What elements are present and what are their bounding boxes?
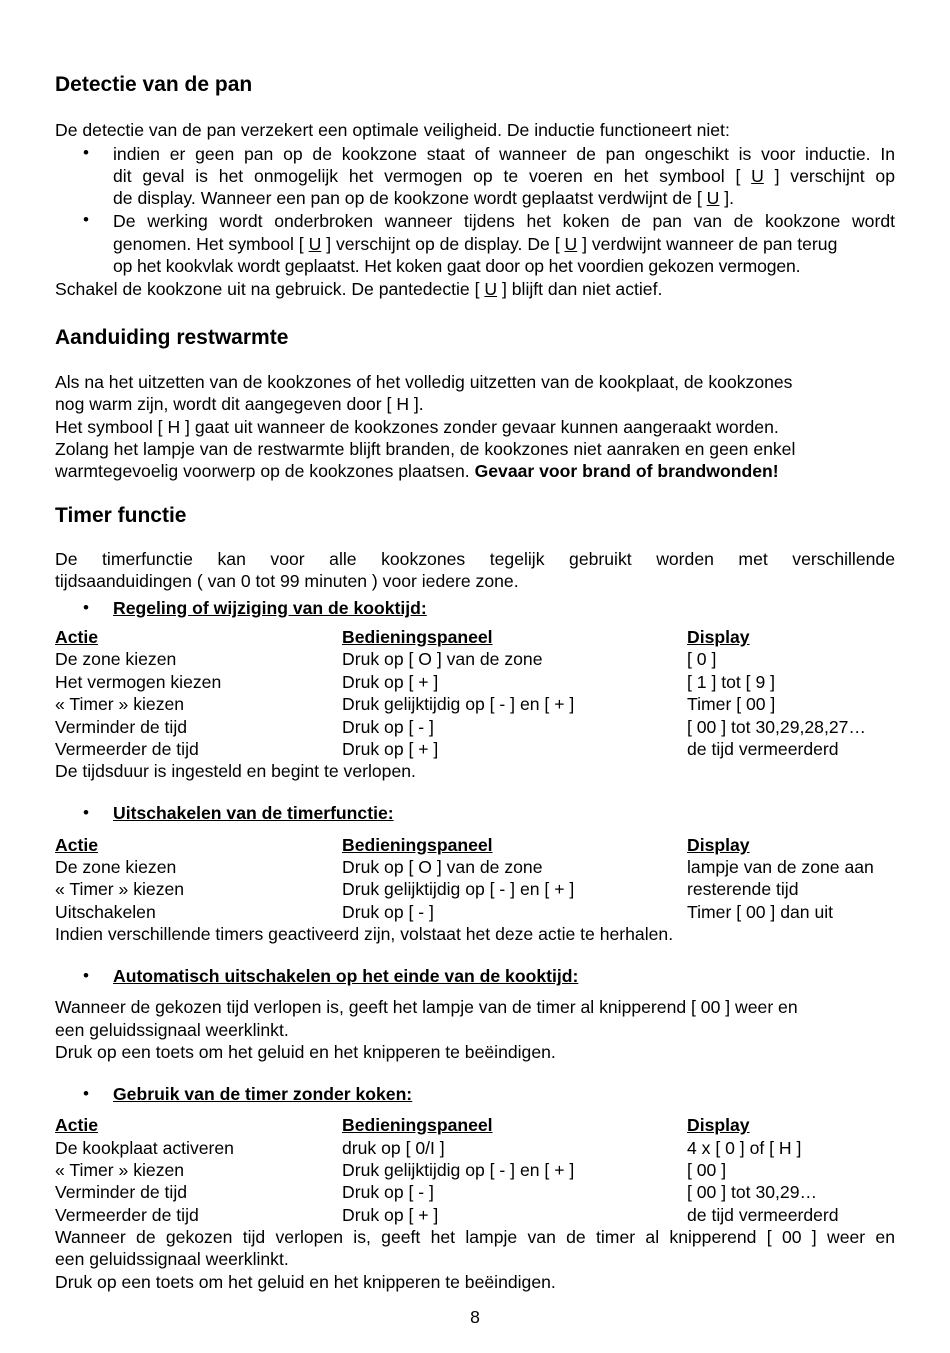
cell-action: De zone kiezen [55, 649, 177, 669]
pan-bullet2-line3: op het kookvlak wordt geplaatst. Het koken gaat door op het voordien gekozen vermogen. [113, 256, 801, 276]
cell-panel: Druk op [ O ] van de zone [342, 857, 543, 877]
cell-action: Verminder de tijd [55, 717, 188, 737]
symbol-u: U [751, 166, 764, 186]
cell-panel: Druk gelijktijdig op [ - ] en [ + ] [342, 694, 575, 714]
cell-display: [ 00 ] tot 30,29,28,27… [687, 717, 866, 737]
symbol-u: U [564, 234, 578, 254]
cell-display: Timer [ 00 ] dan uit [687, 902, 834, 922]
subsection-title-set-time: Regeling of wijziging van de kooktijd: [113, 598, 427, 618]
cell-action: Verminder de tijd [55, 1182, 188, 1202]
pan-bullet1-line1: indien er geen pan op de kookzone staat of wanneer de pan ongeschikt is voor inductie. In [113, 144, 895, 164]
cell-display: [ 00 ] [687, 1160, 727, 1180]
block3-line2: een geluidssignaal weerklinkt. [55, 1020, 289, 1040]
symbol-u: U [706, 188, 720, 208]
warning-text: Gevaar voor brand of brandwonden! [474, 461, 779, 481]
text-run: genomen. Het symbool [ [113, 234, 309, 254]
col-header-action: Actie [55, 1115, 99, 1135]
pan-bullet1-line2 [113, 165, 895, 187]
col-header-action: Actie [55, 835, 99, 855]
cell-action: « Timer » kiezen [55, 1160, 185, 1180]
cell-action: Vermeerder de tijd [55, 739, 199, 759]
cell-display: [ 0 ] [687, 649, 717, 669]
block2-note: Indien verschillende timers geactiveerd zijn, volstaat het deze actie te herhalen. [55, 924, 674, 944]
rest-line4: Zolang het lampje van de restwarmte blijft branden, de kookzones niet aanraken en geen enkel [55, 439, 796, 459]
cell-action: « Timer » kiezen [55, 694, 185, 714]
table-header [55, 834, 895, 856]
page-number: 8 [470, 1307, 480, 1327]
cell-panel: Druk op [ - ] [342, 1182, 434, 1202]
col-header-panel: Bedieningspaneel [342, 627, 493, 647]
rest-line2: nog warm zijn, wordt dit aangegeven door [ H ]. [55, 394, 424, 414]
cell-display: de tijd vermeerderd [687, 739, 839, 759]
pan-end-note [55, 278, 662, 300]
cell-display: Timer [ 00 ] [687, 694, 776, 714]
pan-bullet1-line3 [113, 187, 734, 209]
col-header-panel: Bedieningspaneel [342, 835, 493, 855]
block4-line3: Druk op een toets om het geluid en het knipperen te beëindigen. [55, 1272, 556, 1292]
table-header [55, 1114, 895, 1136]
table-header [55, 626, 895, 648]
text-run: dit geval is het onmogelijk het vermogen op te voeren en het symbool [ [113, 166, 752, 186]
cell-action: Uitschakelen [55, 902, 156, 922]
table-row [55, 648, 895, 670]
cell-display: [ 00 ] tot 30,29… [687, 1182, 818, 1202]
section-title-residual-heat: Aanduiding restwarmte [55, 326, 289, 349]
pan-bullet2-line2 [113, 233, 837, 255]
text-run: ] blijft dan niet actief. [497, 279, 663, 299]
table-row [55, 693, 895, 715]
col-header-display: Display [687, 835, 750, 855]
text-run: warmtegevoelig voorwerp op de kookzones plaatsen. [55, 461, 475, 481]
table-row [55, 738, 895, 760]
cell-panel: Druk op [ + ] [342, 1205, 439, 1225]
bullet-icon: • [83, 598, 89, 617]
timer-intro-line1: De timerfunctie kan voor alle kookzones tegelijk gebruikt worden met verschillende [55, 549, 895, 569]
cell-panel: Druk op [ O ] van de zone [342, 649, 543, 669]
text-run: de display. Wanneer een pan op de kookzone wordt geplaatst verdwijnt de [ [113, 188, 707, 208]
bullet-icon: • [83, 966, 89, 985]
cell-action: « Timer » kiezen [55, 879, 185, 899]
section-title-timer: Timer functie [55, 504, 187, 527]
cell-action: Het vermogen kiezen [55, 672, 222, 692]
cell-display: lampje van de zone aan [687, 857, 874, 877]
col-header-action: Actie [55, 627, 99, 647]
table-row [55, 671, 895, 693]
bullet-icon: • [83, 1084, 89, 1103]
symbol-u: U [308, 234, 322, 254]
text-run: ] verschijnt op [763, 166, 895, 186]
block4-line1: Wanneer de gekozen tijd verlopen is, geeft het lampje van de timer al knipperend [ 00 ] weer en [55, 1227, 895, 1247]
block4-line2: een geluidssignaal weerklinkt. [55, 1249, 289, 1269]
cell-panel: Druk op [ + ] [342, 672, 439, 692]
bullet-icon: • [83, 803, 89, 822]
subsection-title-timer-without-cooking: Gebruik van de timer zonder koken: [113, 1084, 413, 1104]
cell-display: resterende tijd [687, 879, 799, 899]
text-run: ]. [719, 188, 735, 208]
pan-intro: De detectie van de pan verzekert een optimale veiligheid. De inductie functioneert niet: [55, 120, 730, 140]
text-run: Schakel de kookzone uit na gebruick. De pantedectie [ [55, 279, 485, 299]
cell-action: De kookplaat activeren [55, 1138, 234, 1158]
table-row [55, 878, 895, 900]
cell-action: Vermeerder de tijd [55, 1205, 199, 1225]
cell-panel: Druk gelijktijdig op [ - ] en [ + ] [342, 1160, 575, 1180]
cell-action: De zone kiezen [55, 857, 177, 877]
subsection-title-auto-off: Automatisch uitschakelen op het einde van de kooktijd: [113, 966, 579, 986]
bullet-icon: • [83, 210, 89, 229]
timer-intro-line2: tijdsaanduidingen ( van 0 tot 99 minuten ) voor iedere zone. [55, 571, 519, 591]
table-row [55, 856, 895, 878]
bullet-icon: • [83, 143, 89, 162]
section-title-pan-detection: Detectie van de pan [55, 73, 253, 96]
table-row [55, 901, 895, 923]
cell-panel: Druk op [ - ] [342, 902, 434, 922]
col-header-panel: Bedieningspaneel [342, 1115, 493, 1135]
rest-line5 [55, 460, 779, 482]
cell-display: [ 1 ] tot [ 9 ] [687, 672, 776, 692]
subsection-title-disable-timer: Uitschakelen van de timerfunctie: [113, 803, 394, 823]
block1-note: De tijdsduur is ingesteld en begint te verlopen. [55, 761, 416, 781]
table-row [55, 1204, 895, 1226]
pan-bullet2-line1: De werking wordt onderbroken wanneer tijdens het koken de pan van de kookzone wordt [113, 211, 895, 231]
table-row [55, 1137, 895, 1159]
cell-panel: Druk gelijktijdig op [ - ] en [ + ] [342, 879, 575, 899]
table-row [55, 716, 895, 738]
col-header-display: Display [687, 1115, 750, 1135]
cell-display: 4 x [ 0 ] of [ H ] [687, 1138, 802, 1158]
cell-panel: druk op [ 0/I ] [342, 1138, 445, 1158]
rest-line1: Als na het uitzetten van de kookzones of het volledig uitzetten van de kookplaat, de kookzones [55, 372, 793, 392]
cell-panel: Druk op [ - ] [342, 717, 434, 737]
symbol-u: U [484, 279, 498, 299]
text-run: ] verschijnt op de display. De [ [321, 234, 565, 254]
cell-panel: Druk op [ + ] [342, 739, 439, 759]
col-header-display: Display [687, 627, 750, 647]
table-row [55, 1159, 895, 1181]
block3-line3: Druk op een toets om het geluid en het knipperen te beëindigen. [55, 1042, 556, 1062]
text-run: ] verdwijnt wanneer de pan terug [577, 234, 838, 254]
block3-line1: Wanneer de gekozen tijd verlopen is, geeft het lampje van de timer al knipperend [ 00 ] weer en [55, 997, 798, 1017]
rest-line3: Het symbool [ H ] gaat uit wanneer de kookzones zonder gevaar kunnen aangeraakt worden. [55, 417, 779, 437]
table-row [55, 1181, 895, 1203]
cell-display: de tijd vermeerderd [687, 1205, 839, 1225]
